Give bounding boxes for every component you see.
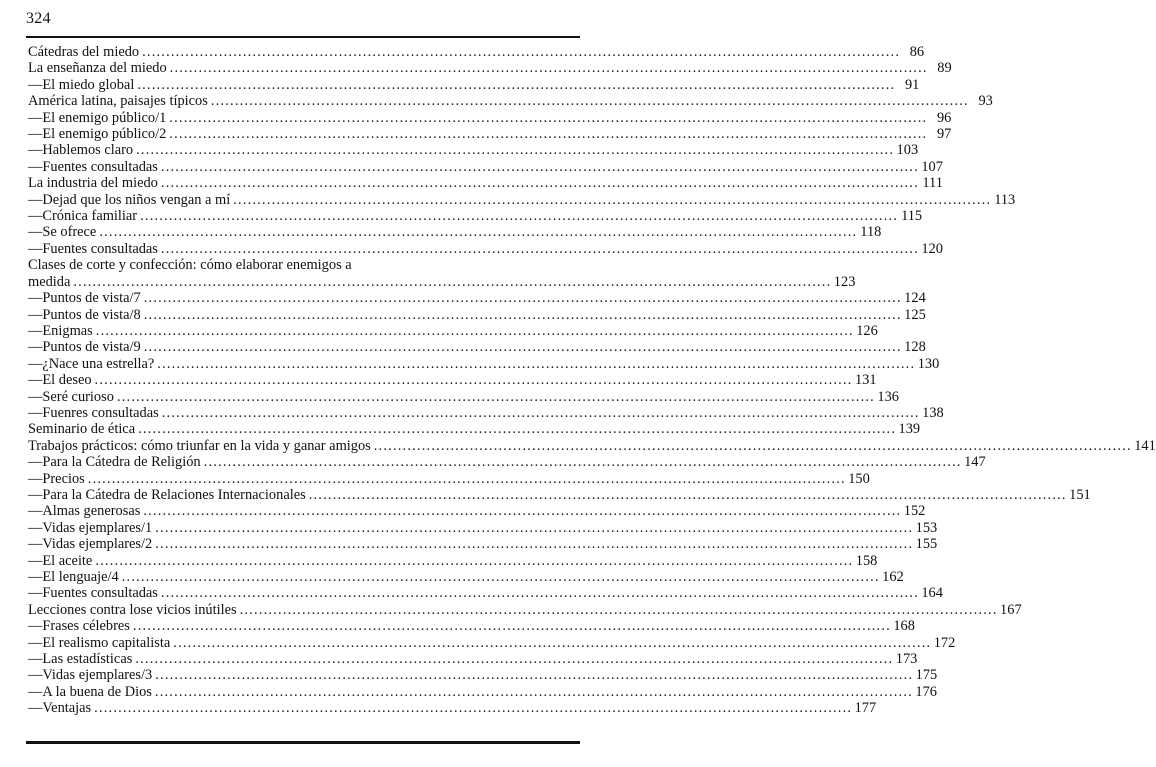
toc-entry <box>28 208 923 225</box>
toc-entry-title: —Para la Cátedra de Religión <box>28 454 201 471</box>
toc-entry-title: —Fuenres consultadas <box>28 404 159 421</box>
toc-entry-page: 124 <box>904 290 926 307</box>
toc-dot-leader <box>144 339 902 355</box>
toc-entry <box>28 109 952 126</box>
toc-dot-leader <box>161 175 919 191</box>
toc-entry-page: 168 <box>893 618 915 635</box>
toc-dot-leader <box>140 208 898 224</box>
toc-dot-leader <box>374 438 1132 454</box>
toc-entry-page: 147 <box>964 454 986 471</box>
toc-entry <box>28 191 1016 208</box>
toc-entry-page: 111 <box>922 175 943 192</box>
toc-dot-leader <box>144 307 902 323</box>
toc-entry-page: 89 <box>937 60 952 77</box>
toc-entry-page: 120 <box>921 240 943 257</box>
toc-dot-leader <box>136 142 894 158</box>
toc-dot-leader <box>99 224 857 240</box>
toc-entry-page: 93 <box>978 93 993 110</box>
toc-entry-title: —Frases célebres <box>28 618 130 635</box>
toc-entry <box>28 667 938 684</box>
toc-entry <box>28 257 578 273</box>
toc-entry-page: 118 <box>860 224 882 241</box>
toc-entry <box>28 224 882 241</box>
toc-entry-title: —Precios <box>28 470 85 487</box>
toc-entry-page: 173 <box>895 651 918 668</box>
toc-entry-title: —Vidas ejemplares/2 <box>28 536 153 553</box>
toc-entry-title: medida <box>28 273 71 290</box>
toc-entry <box>28 618 915 635</box>
toc-entry-title: Seminario de ética <box>28 421 136 438</box>
toc-dot-leader <box>95 372 853 388</box>
toc-entry-page: 138 <box>922 404 944 421</box>
toc-entry-title: —Puntos de vista/8 <box>28 306 141 323</box>
toc-dot-leader <box>169 126 927 142</box>
toc-entry <box>28 322 878 339</box>
toc-entry-title: América latina, paisajes típicos <box>28 93 208 110</box>
toc-dot-leader <box>143 503 901 519</box>
toc-entry-title: Clases de corte y confección: cómo elaborar enemigos a <box>28 257 352 274</box>
toc-dot-leader <box>161 241 919 257</box>
toc-entry-title: Trabajos prácticos: cómo triunfar en la vida y ganar amigos <box>28 437 371 454</box>
toc-entry <box>28 240 943 257</box>
toc-entry-title: —El realismo capitalista <box>28 634 171 651</box>
toc-entry-page: 103 <box>896 142 919 159</box>
toc-dot-leader <box>161 585 919 601</box>
toc-entry <box>28 306 926 323</box>
toc-entry-page: 107 <box>921 158 943 175</box>
toc-entry <box>28 175 943 192</box>
table-of-contents <box>28 44 1156 717</box>
toc-dot-leader <box>88 471 846 487</box>
toc-dot-leader <box>117 389 875 405</box>
toc-dot-leader <box>161 159 919 175</box>
toc-entry <box>28 273 856 290</box>
toc-dot-leader <box>170 60 928 76</box>
toc-entry <box>28 569 904 585</box>
toc-entry-page: 141 <box>1134 437 1156 454</box>
toc-entry-title: —El aceite <box>28 552 93 569</box>
toc-entry <box>28 355 940 372</box>
toc-entry <box>28 93 993 110</box>
toc-entry-title: —Fuentes consultadas <box>28 240 158 257</box>
toc-dot-leader <box>233 192 991 208</box>
toc-entry-page: 151 <box>1069 486 1091 503</box>
toc-entry <box>28 470 870 487</box>
toc-entry-title: —A la buena de Dios <box>28 683 152 700</box>
page-number: 324 <box>26 10 51 27</box>
toc-entry <box>28 503 926 520</box>
toc-entry-title: —Ventajas <box>28 700 92 717</box>
toc-entry <box>28 601 1022 618</box>
toc-entry-title: —Fuentes consultadas <box>28 585 158 602</box>
toc-entry-page: 177 <box>854 700 877 717</box>
toc-entry-title: Cátedras del miedo <box>28 44 140 60</box>
toc-entry-title: Lecciones contra lose vicios inútiles <box>28 601 237 618</box>
toc-entry <box>28 44 925 60</box>
toc-dot-leader <box>155 520 913 536</box>
toc-entry <box>28 634 956 651</box>
toc-entry-page: 123 <box>833 273 856 290</box>
toc-dot-leader <box>135 651 893 667</box>
toc-entry <box>28 158 943 175</box>
toc-entry-page: 125 <box>904 306 926 323</box>
toc-entry-title: —Enigmas <box>28 322 93 339</box>
toc-entry-title: —Puntos de vista/9 <box>28 339 141 356</box>
toc-entry-page: 91 <box>904 76 920 93</box>
toc-dot-leader <box>138 421 896 437</box>
toc-entry <box>28 404 944 421</box>
toc-entry-page: 113 <box>994 191 1016 208</box>
toc-entry-title: —El enemigo público/2 <box>28 126 167 143</box>
toc-entry-title: —Vidas ejemplares/1 <box>28 519 153 536</box>
toc-entry <box>28 454 986 471</box>
toc-entry-page: 152 <box>903 503 926 520</box>
toc-entry-page: 128 <box>904 339 926 356</box>
toc-entry-title: La industria del miedo <box>28 175 158 192</box>
toc-entry-title: —El miedo global <box>28 76 135 93</box>
toc-dot-leader <box>309 487 1067 503</box>
toc-entry <box>28 651 918 668</box>
toc-dot-leader <box>169 110 927 126</box>
toc-entry <box>28 126 952 143</box>
toc-entry <box>28 372 877 389</box>
toc-entry <box>28 290 926 307</box>
toc-entry-title: —Se ofrece <box>28 224 97 241</box>
toc-entry-title: —El deseo <box>28 372 92 389</box>
toc-dot-leader <box>155 684 913 700</box>
toc-dot-leader <box>133 618 891 634</box>
toc-entry-page: 155 <box>915 536 938 553</box>
toc-dot-leader <box>173 635 931 651</box>
toc-entry <box>28 585 943 602</box>
toc-entry <box>28 519 938 536</box>
toc-entry-title: —Vidas ejemplares/3 <box>28 667 153 684</box>
toc-dot-leader <box>122 569 880 585</box>
toc-entry-page: 158 <box>855 552 878 569</box>
toc-entry-title: —Almas generosas <box>28 503 141 520</box>
toc-entry-page: 162 <box>882 569 904 585</box>
toc-entry-title: —¿Nace una estrella? <box>28 355 155 372</box>
toc-entry-title: —El enemigo público/1 <box>28 109 167 126</box>
toc-entry-title: —Crónica familiar <box>28 208 138 225</box>
toc-entry <box>28 700 877 717</box>
toc-entry-page: 131 <box>854 372 877 389</box>
toc-entry-title: —Dejad que los niños vengan a mí <box>28 191 231 208</box>
toc-entry <box>28 60 952 77</box>
toc-entry-page: 153 <box>915 519 938 536</box>
toc-entry-title: La enseñanza del miedo <box>28 60 167 77</box>
toc-entry-page: 126 <box>856 322 878 339</box>
toc-dot-leader <box>155 536 913 552</box>
toc-dot-leader <box>96 323 854 339</box>
toc-dot-leader <box>204 454 962 470</box>
toc-entry-page: 96 <box>936 109 952 126</box>
toc-entry-page: 139 <box>898 421 921 438</box>
toc-dot-leader <box>144 290 902 306</box>
toc-entry <box>28 552 878 569</box>
toc-dot-leader <box>73 274 831 290</box>
toc-entry <box>28 683 937 700</box>
toc-dot-leader <box>240 602 998 618</box>
toc-dot-leader <box>95 553 853 569</box>
toc-entry-page: 175 <box>915 667 938 684</box>
toc-dot-leader <box>94 700 852 716</box>
top-rule <box>26 36 580 38</box>
toc-entry-title: —Las estadísticas <box>28 651 133 668</box>
toc-entry-title: —El lenguaje/4 <box>28 569 119 585</box>
toc-entry-page: 136 <box>877 388 899 405</box>
toc-entry <box>28 437 1156 454</box>
bottom-rule <box>26 741 580 744</box>
toc-entry-page: 130 <box>917 355 940 372</box>
toc-dot-leader <box>157 356 915 372</box>
toc-entry <box>28 142 919 159</box>
toc-entry-page: 97 <box>936 126 952 143</box>
toc-dot-leader <box>162 405 920 421</box>
toc-dot-leader <box>211 93 969 109</box>
toc-entry-title: —Seré curioso <box>28 388 114 405</box>
toc-entry-title: —Para la Cátedra de Relaciones Internacionales <box>28 486 306 503</box>
toc-entry <box>28 339 926 356</box>
toc-entry-title: —Fuentes consultadas <box>28 158 158 175</box>
toc-entry-page: 115 <box>901 208 923 225</box>
toc-entry-page: 150 <box>848 470 870 487</box>
toc-entry-page: 172 <box>933 634 956 651</box>
toc-entry-page: 176 <box>915 683 937 700</box>
toc-entry-page: 164 <box>921 585 943 602</box>
toc-entry <box>28 76 920 93</box>
toc-entry-page: 167 <box>1000 601 1022 618</box>
toc-entry-title: —Puntos de vista/7 <box>28 290 141 307</box>
toc-entry <box>28 486 1091 503</box>
toc-entry-title: —Hablemos claro <box>28 142 134 159</box>
toc-dot-leader <box>155 667 913 683</box>
toc-entry-page: 86 <box>909 44 925 60</box>
toc-entry <box>28 536 938 553</box>
toc-entry <box>28 388 899 405</box>
toc-dot-leader <box>142 44 900 60</box>
toc-dot-leader <box>137 77 895 93</box>
toc-entry <box>28 421 921 438</box>
